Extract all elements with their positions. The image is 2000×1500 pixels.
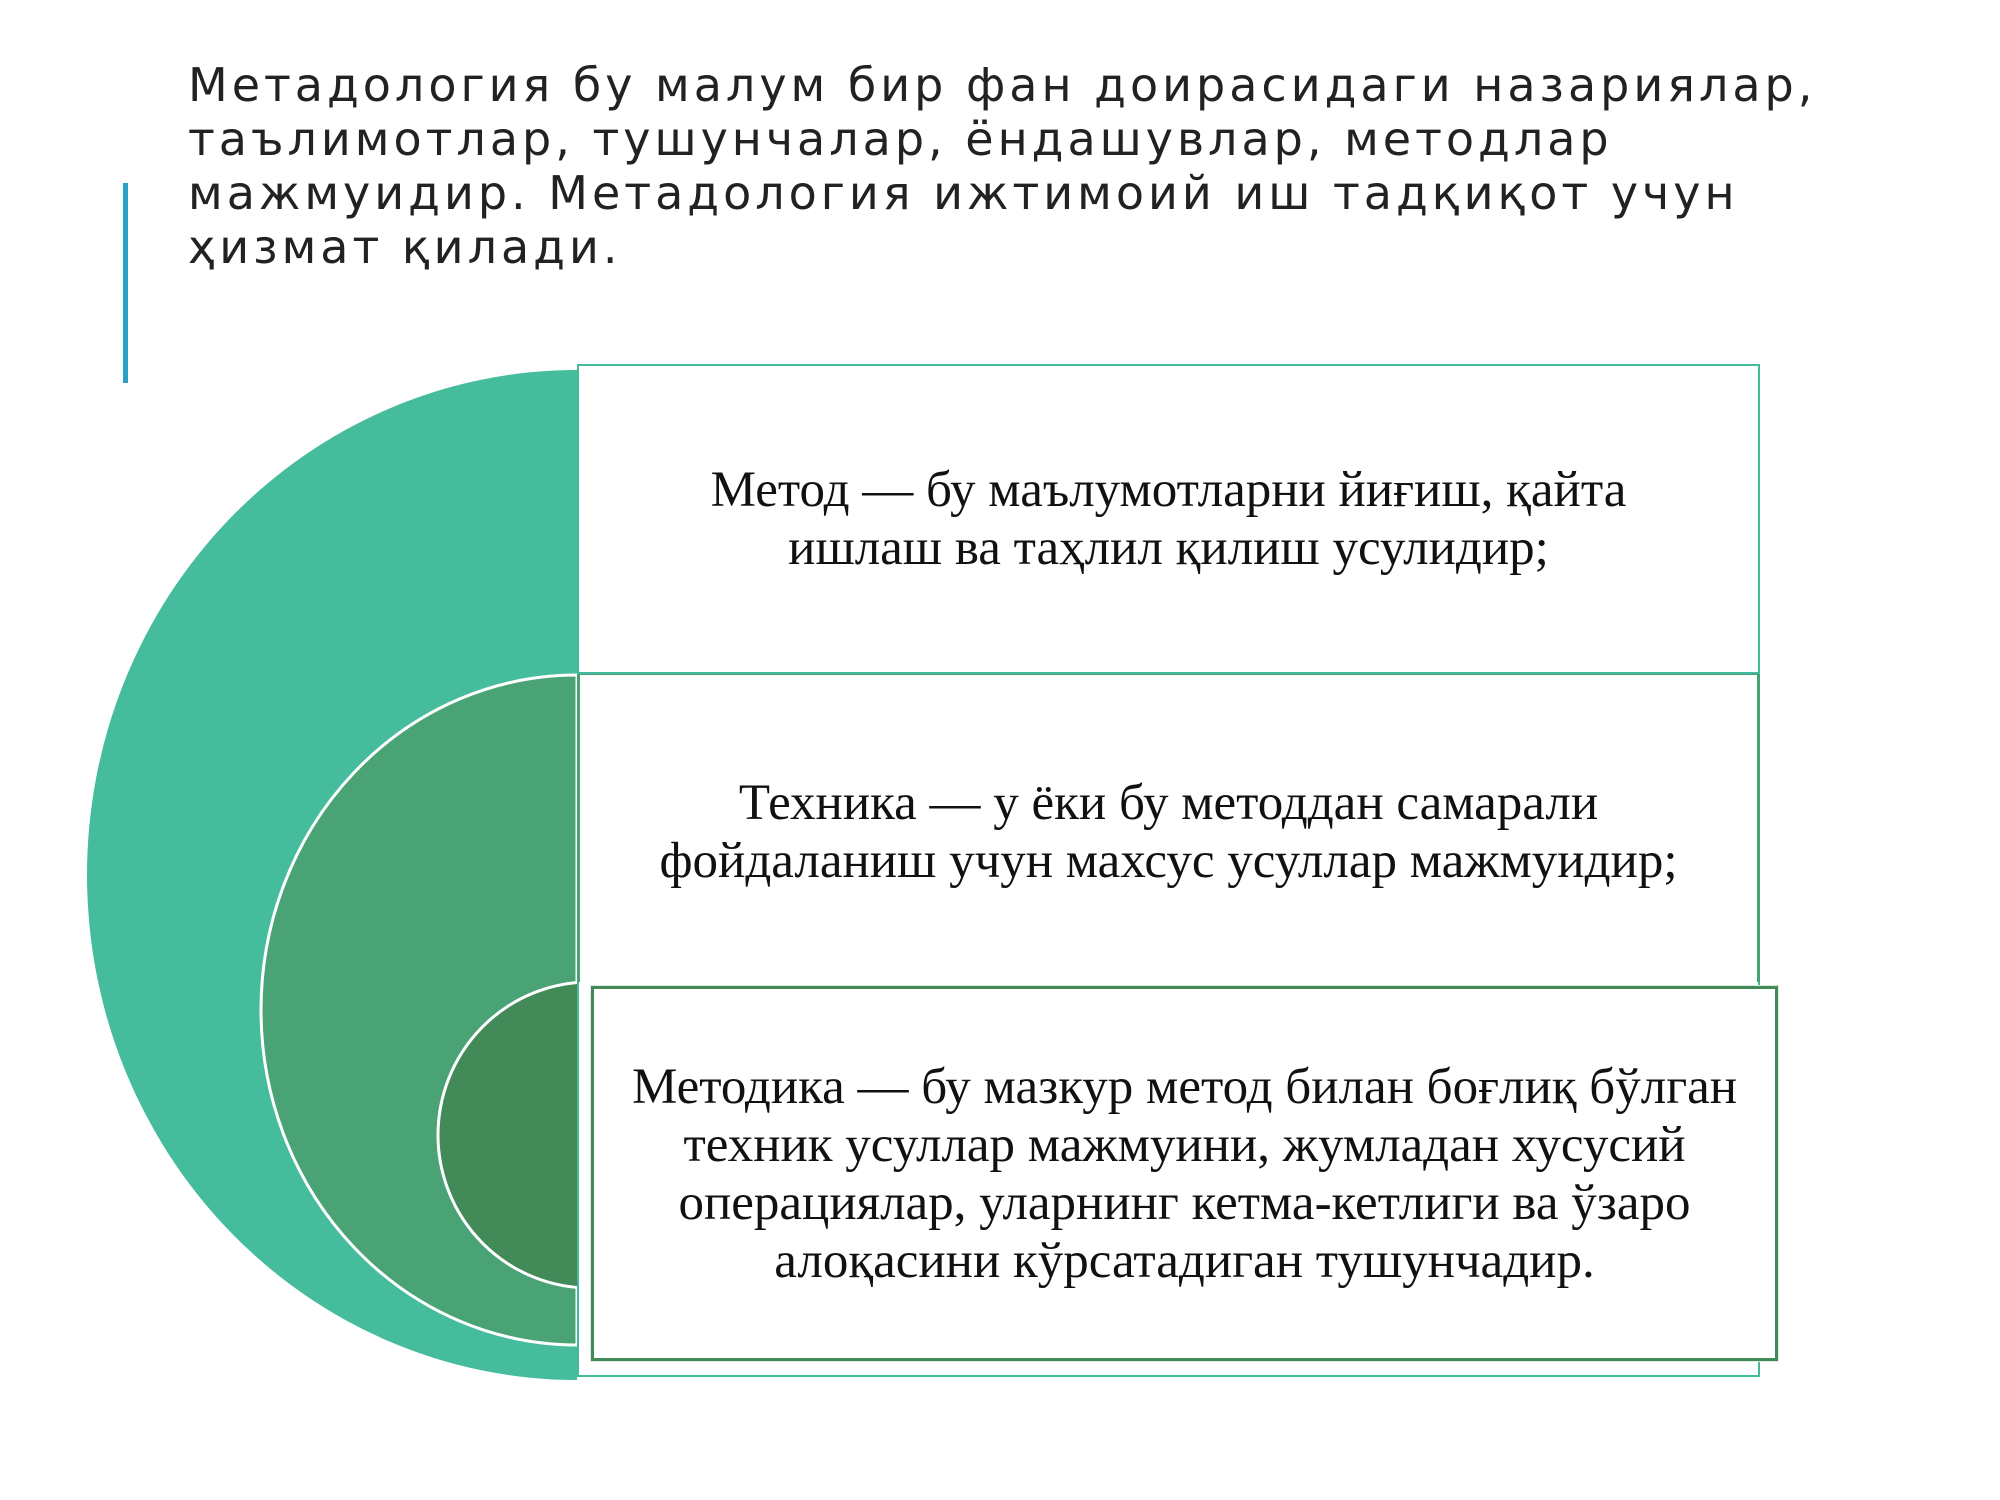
intro-text: Метадология бу малум бир фан доирасидаги назариялар, таълимотлар, тушунчалар, ёндашувлар, методлар мажмуидир. Метадология ижтимоий иш тадқиқот учун ҳизмат қилади. <box>188 58 1817 274</box>
method-text: Метод — бу маълумотларни йиғиш, қайта ишлаш ва таҳлил қилиш усулидир; <box>710 462 1627 576</box>
technique-text: Техника — у ёки бу методдан самарали фойдаланиш учун махсус усуллар мажмуидир; <box>659 775 1678 889</box>
method-box <box>577 364 1760 674</box>
methodology-box <box>591 986 1778 1361</box>
methodology-text: Методика — бу мазкур метод билан боғлиқ бўлган техник усуллар мажмуини, жумладан хусусий операциялар, уларнинг кетма-кетлиги ва ўзаро алоқасини кўрсатадиган тушунчадир. <box>631 1058 1738 1289</box>
